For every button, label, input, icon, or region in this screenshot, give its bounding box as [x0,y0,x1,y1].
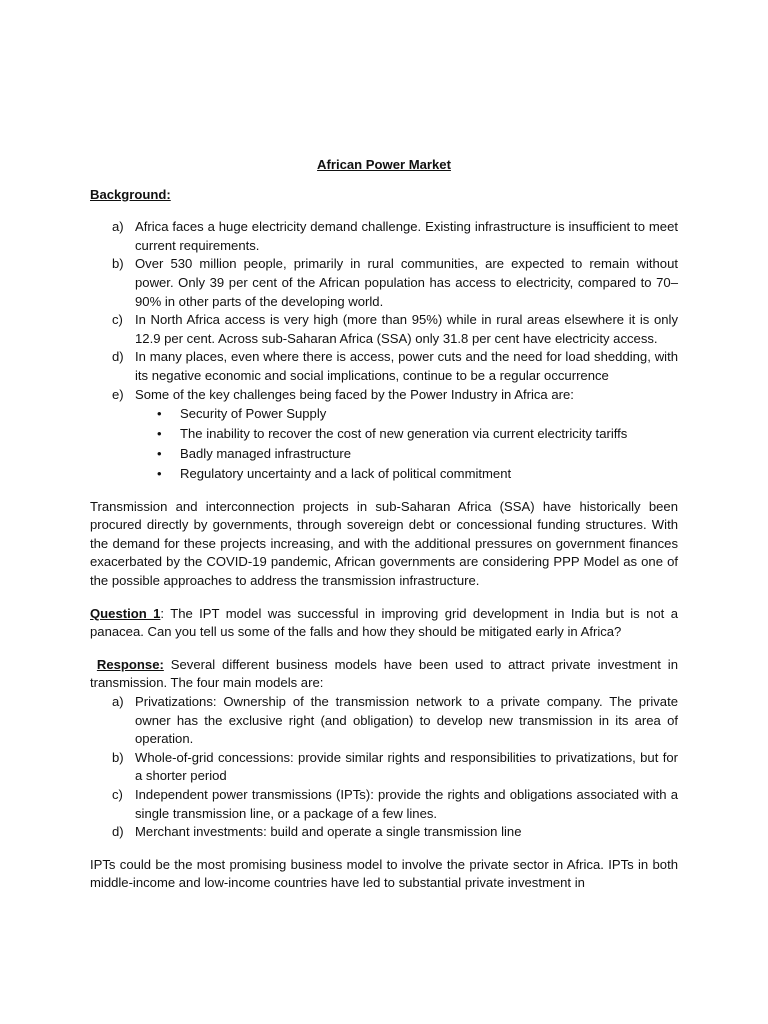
document-page [90,150,678,893]
background-item [90,311,678,348]
document-title: African Power Market [317,157,451,172]
background-item [90,348,678,385]
background-item-text: Over 530 million people, primarily in rural communities, are expected to remain without power. Only 39 per cent of the African population has access to electricity, compared to 70–90% in other parts of the developing world. [135,256,678,309]
background-heading: Background: [90,186,171,202]
question-paragraph [90,605,678,642]
background-item [90,386,678,484]
model-item [90,749,678,786]
list-marker: d) [112,824,124,840]
transmission-paragraph: Transmission and interconnection projects in sub-Saharan Africa (SSA) have historically been procured directly by governments, through sovereign debt or concessional funding structures. With the demand for these projects increasing, and with the additional pressures on government finances exacerbated by the COVID-19 pandemic, African governments are considering PPP Model as one of the possible approaches to address the transmission infrastructure. [90,498,678,589]
challenges-list [135,405,678,484]
list-marker: c) [112,312,123,328]
background-item-text: In North Africa access is very high (more than 95%) while in rural areas elsewhere it is only 12.9 per cent. Across sub-Saharan Africa (SSA) only 31.8 per cent have electricity access. [135,312,678,346]
background-list [90,218,678,483]
response-text: Several different business models have been used to attract private investment in transmission. The four main models are: [90,656,678,691]
list-marker: b) [112,256,124,272]
closing-paragraph: IPTs could be the most promising business model to involve the private sector in Africa. IPTs in both middle-income and low-income countries have led to substantial private investment in [90,856,678,891]
list-marker: a) [112,219,124,235]
model-item [90,693,678,749]
model-item [90,786,678,823]
model-item-text: Privatizations: Ownership of the transmission network to a private company. The private owner has the exclusive right (and obligation) to develop new transmission in its area of operation. [135,694,678,747]
challenge-item: • Security of Power Supply [135,405,678,424]
background-item-text: Some of the key challenges being faced by the Power Industry in Africa are: [135,386,574,402]
model-item-text: Whole-of-grid concessions: provide similar rights and responsibilities to privatizations, but for a shorter period [135,749,678,784]
question-text: : The IPT model was successful in improving grid development in India but is not a panacea. Can you tell us some of the falls and how they should be mitigated early in Africa? [90,605,678,640]
background-item-text: Africa faces a huge electricity demand challenge. Existing infrastructure is insufficient to meet current requirements. [135,219,678,253]
background-item [90,255,678,311]
model-item-text: Merchant investments: build and operate a single transmission line [135,824,522,840]
challenge-item: • The inability to recover the cost of new generation via current electricity tariffs [135,425,678,444]
response-label: Response: [96,656,164,672]
list-marker: d) [112,349,124,365]
list-marker: c) [112,786,123,802]
question-label: Question 1 [90,605,161,621]
list-marker: b) [112,749,124,765]
list-marker: a) [112,694,124,710]
challenge-item: • Badly managed infrastructure [135,445,678,464]
model-item [90,823,678,842]
model-item-text: Independent power transmissions (IPTs): provide the rights and obligations associated with a single transmission line, or a package of a few lines. [135,786,678,821]
list-marker: e) [112,386,124,402]
response-paragraph [90,656,678,693]
challenge-item: • Regulatory uncertainty and a lack of political commitment [135,465,678,484]
background-item [90,218,678,255]
background-item-text: In many places, even where there is access, power cuts and the need for load shedding, with its negative economic and social implications, continue to be a regular occurrence [135,349,678,383]
models-list [90,693,678,842]
